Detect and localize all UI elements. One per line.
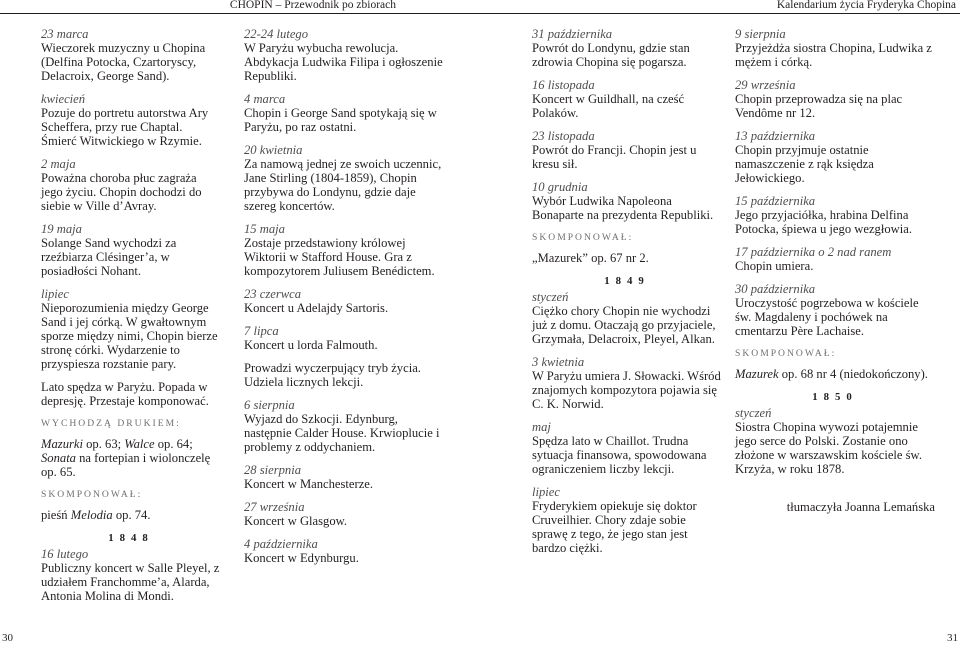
entry-text: Wieczorek muzyczny u Chopina (Delfina Potocka, Czartoryscy, Delacroix, George Sand). xyxy=(41,41,206,83)
composed-label: SKOMPONOWAŁ: xyxy=(735,348,837,359)
timeline-entry xyxy=(735,282,935,338)
entry-text: Uroczystość pogrzebowa w kościele św. Magdaleny i pochówek na cmentarzu Père Lachaise. xyxy=(735,296,919,338)
translator-credit: tłumaczyła Joanna Lemańska xyxy=(786,500,935,514)
work-opus: na fortepian i wiolonczelę op. 65. xyxy=(41,451,211,479)
entry-text: Wyjazd do Szkocji. Edynburg, następnie Calder House. Krwioplucie i problemy z oddychaniem. xyxy=(244,412,440,454)
entry-date: kwiecień xyxy=(41,92,86,106)
entry-text: Lato spędza w Paryżu. Popada w depresję. Przestaje komponować. xyxy=(41,380,209,408)
timeline-entry xyxy=(41,222,221,278)
timeline-entry xyxy=(41,27,221,83)
entry-date: lipiec xyxy=(532,485,560,499)
entry-date: styczeń xyxy=(735,406,772,420)
work-title: Sonata xyxy=(41,451,76,465)
work-title: Mazurek xyxy=(735,367,779,381)
entry-date: 31 października xyxy=(532,27,613,41)
timeline-entry xyxy=(244,92,444,134)
right-page xyxy=(480,0,960,651)
entry-text: Fryderykiem opiekuje się doktor Cruveilhier. Chory zdaje sobie sprawę z tego, że jego stan jest bardzo ciężki. xyxy=(532,499,697,555)
entry-text: Solange Sand wychodzi za rzeźbiarza Clésinger’a, w posiadłości Nohant. xyxy=(41,236,177,278)
entry-date: 20 kwietnia xyxy=(244,143,303,157)
timeline-entry xyxy=(532,485,722,555)
running-header-left xyxy=(0,0,480,14)
entry-date: 4 marca xyxy=(244,92,286,106)
column-3 xyxy=(532,27,722,564)
entry-text: Publiczny koncert w Salle Pleyel, z udziałem Franchomme’a, Alarda, Antonia Molina di Mondi. xyxy=(41,561,220,603)
entry-date: maj xyxy=(532,420,551,434)
entry-text: Spędza lato w Chaillot. Trudna sytuacja finansowa, spowodowana ograniczeniem liczby lekcji. xyxy=(532,434,707,476)
entry-date: 17 października o 2 nad ranem xyxy=(735,245,892,259)
timeline-entry xyxy=(244,143,444,213)
timeline-entry xyxy=(735,194,935,236)
timeline-entry xyxy=(532,78,722,120)
timeline-entry xyxy=(41,157,221,213)
timeline-entry xyxy=(244,500,444,528)
entry-text: Zostaje przedstawiony królowej Wiktorii w Stafford House. Gra z kompozytorem Juliusem Benédictem. xyxy=(244,236,435,278)
entry-text: Koncert w Glasgow. xyxy=(244,514,348,528)
composed-label: SKOMPONOWAŁ: xyxy=(532,232,634,243)
work-opus: op. 74. xyxy=(112,508,151,522)
entry-text: Ciężko chory Chopin nie wychodzi już z domu. Otaczają go przyjaciele, Grzymała, Delacroix, Pleyel, Alkan. xyxy=(532,304,716,346)
entry-text: Jego przyjaciółka, hrabina Delfina Potocka, śpiewa u jego wezgłowia. xyxy=(735,208,912,236)
timeline-entry xyxy=(735,78,935,120)
timeline-entry xyxy=(244,287,444,315)
entry-date: lipiec xyxy=(41,287,69,301)
running-header-right xyxy=(480,0,960,14)
entry-date: 10 grudnia xyxy=(532,180,588,194)
timeline-entry xyxy=(244,324,444,352)
composed-works xyxy=(735,367,935,381)
entry-date: 13 października xyxy=(735,129,816,143)
entry-text: Chopin przeprowadza się na plac Vendôme nr 12. xyxy=(735,92,903,120)
header-title-right: Kalendarium życia Fryderyka Chopina xyxy=(776,0,956,11)
entry-text: Siostra Chopina wywozi potajemnie jego serce do Polski. Zostanie ono złożone w warszawskim kościele św. Krzyża, w roku 1878. xyxy=(735,420,922,476)
published-label: WYCHODZĄ DRUKIEM: xyxy=(41,418,181,429)
entry-date: 16 lutego xyxy=(41,547,89,561)
entry-date: 19 maja xyxy=(41,222,82,236)
timeline-entry xyxy=(41,92,221,148)
timeline-entry xyxy=(41,547,221,603)
work-title: Melodia xyxy=(70,508,113,522)
entry-date: 22-24 lutego xyxy=(244,27,309,41)
entry-text: Wybór Ludwika Napoleona Bonaparte na prezydenta Republiki. xyxy=(532,194,714,222)
entry-date: styczeń xyxy=(532,290,569,304)
work-opus: op. 63; xyxy=(82,437,125,451)
entry-date: 4 października xyxy=(244,537,318,551)
entry-date: 15 maja xyxy=(244,222,285,236)
entry-text: W Paryżu umiera J. Słowacki. Wśród znajomych kompozytora pojawia się C. K. Norwid. xyxy=(532,369,721,411)
timeline-entry xyxy=(532,290,722,346)
entry-text: Chopin przyjmuje ostatnie namaszczenie z rąk księdza Jełowickiego. xyxy=(735,143,874,185)
entry-text: Powrót do Francji. Chopin jest u kresu sił. xyxy=(532,143,697,171)
composed-label: SKOMPONOWAŁ: xyxy=(41,489,143,500)
entry-text: Prowadzi wyczerpujący tryb życia. Udziela licznych lekcji. xyxy=(244,361,421,389)
column-4 xyxy=(735,27,935,514)
timeline-entry xyxy=(41,380,221,408)
column-1 xyxy=(41,27,221,612)
composed-works xyxy=(41,508,221,522)
entry-text: Chopin umiera. xyxy=(735,259,814,273)
entry-date: 23 listopada xyxy=(532,129,595,143)
work-title: Mazurki xyxy=(41,437,83,451)
entry-date: 23 czerwca xyxy=(244,287,302,301)
work-opus: op. 68 nr 4 (niedokończony). xyxy=(778,367,928,381)
timeline-entry xyxy=(244,463,444,491)
timeline-entry xyxy=(41,287,221,371)
column-2 xyxy=(244,27,444,574)
entry-date: 2 maja xyxy=(41,157,76,171)
year-heading: 1849 xyxy=(604,275,650,287)
entry-text: Chopin i George Sand spotykają się w Paryżu, po raz ostatni. xyxy=(244,106,437,134)
entry-text: Za namową jednej ze swoich uczennic, Jane Stirling (1804-1859), Chopin przybywa do Londynu, gdzie daje szereg koncertów. xyxy=(244,157,442,213)
entry-date: 9 sierpnia xyxy=(735,27,786,41)
timeline-entry xyxy=(532,27,722,69)
page-number-right: 31 xyxy=(947,632,958,644)
entry-text: Poważna choroba płuc zagraża jego życiu. Chopin dochodzi do siebie w Ville d’Avray. xyxy=(41,171,202,213)
entry-date: 29 września xyxy=(735,78,796,92)
timeline-entry xyxy=(244,537,444,565)
timeline-entry xyxy=(532,180,722,222)
work-opus: op. 64; xyxy=(154,437,193,451)
work-title: Walce xyxy=(124,437,155,451)
entry-date: 30 października xyxy=(735,282,816,296)
timeline-entry xyxy=(735,27,935,69)
entry-date: 23 marca xyxy=(41,27,89,41)
entry-text: Koncert u Adelajdy Sartoris. xyxy=(244,301,389,315)
published-works xyxy=(41,437,221,479)
entry-text: Koncert u lorda Falmouth. xyxy=(244,338,378,352)
entry-text: Koncert w Manchesterze. xyxy=(244,477,374,491)
entry-date: 6 sierpnia xyxy=(244,398,295,412)
timeline-entry xyxy=(532,129,722,171)
entry-date: 3 kwietnia xyxy=(532,355,585,369)
timeline-entry xyxy=(244,398,444,454)
work-prefix: pieśń xyxy=(41,508,71,522)
entry-text: W Paryżu wybucha rewolucja. Abdykacja Ludwika Filipa i ogłoszenie Republiki. xyxy=(244,41,443,83)
composed-works: „Mazurek” op. 67 nr 2. xyxy=(532,251,649,265)
page-number-left: 30 xyxy=(2,632,13,644)
entry-date: 15 października xyxy=(735,194,816,208)
entry-date: 27 września xyxy=(244,500,305,514)
year-heading: 1850 xyxy=(812,391,858,403)
timeline-entry xyxy=(244,361,444,389)
header-title-left: CHOPIN – Przewodnik po zbiorach xyxy=(229,0,396,11)
entry-text: Nieporozumienia między George Sand i jej córką. W gwałtownym sporze między nimi, Chopin bierze stronę córki. Wydarzenie to przyspiesza rozstanie pary. xyxy=(41,301,218,371)
entry-text: Koncert w Guildhall, na cześć Polaków. xyxy=(532,92,685,120)
timeline-entry xyxy=(532,420,722,476)
entry-text: Przyjeżdża siostra Chopina, Ludwika z mężem i córką. xyxy=(735,41,932,69)
year-heading: 1848 xyxy=(108,532,154,544)
timeline-entry xyxy=(735,406,935,476)
timeline-entry xyxy=(244,27,444,83)
entry-text: Koncert w Edynburgu. xyxy=(244,551,359,565)
timeline-entry xyxy=(735,129,935,185)
entry-text: Powrót do Londynu, gdzie stan zdrowia Chopina się pogarsza. xyxy=(532,41,690,69)
entry-date: 7 lipca xyxy=(244,324,279,338)
entry-date: 16 listopada xyxy=(532,78,595,92)
timeline-entry xyxy=(532,355,722,411)
timeline-entry xyxy=(735,245,935,273)
timeline-entry xyxy=(244,222,444,278)
entry-date: 28 sierpnia xyxy=(244,463,302,477)
entry-text: Pozuje do portretu autorstwa Ary Scheffera, przy rue Chaptal. Śmierć Witwickiego w Rzymie. xyxy=(41,106,209,148)
